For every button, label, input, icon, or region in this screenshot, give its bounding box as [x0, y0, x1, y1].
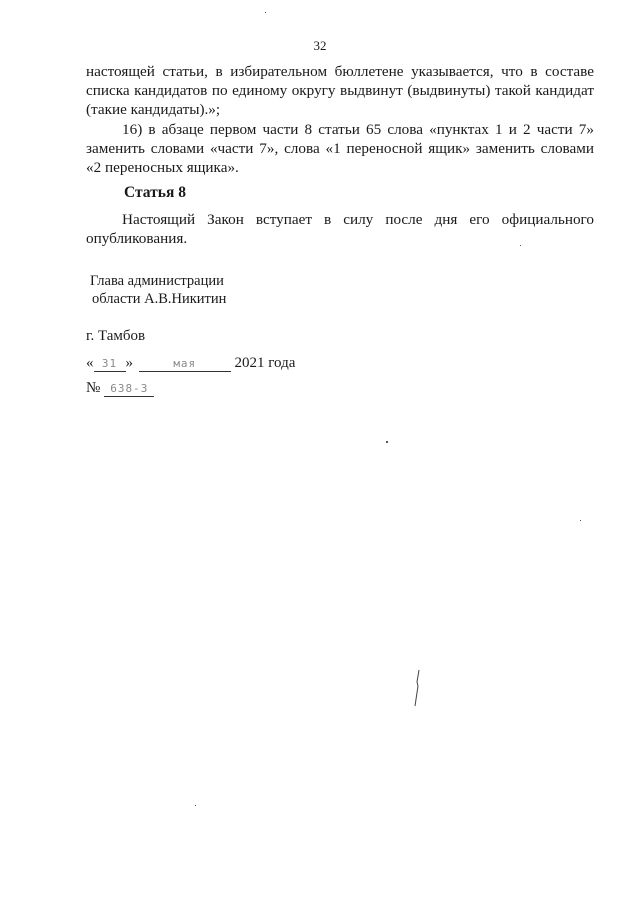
date-open-quote: «: [86, 355, 94, 371]
signature-block: [90, 272, 226, 308]
scan-speck: [580, 520, 581, 521]
date-day: 31: [101, 357, 118, 370]
date-line: [86, 355, 295, 372]
number-value: 638-З: [110, 382, 149, 395]
date-close-quote: »: [125, 355, 133, 371]
number-line: [86, 380, 154, 397]
date-month: мая: [173, 357, 197, 370]
scan-speck: [265, 12, 266, 13]
scan-speck: [386, 441, 388, 443]
pen-mark: [410, 668, 424, 708]
signature-position: Глава администрации: [90, 273, 224, 289]
place-of-signing: г. Тамбов: [86, 328, 146, 344]
date-month-field: [139, 356, 231, 372]
article-text: Настоящий Закон вступает в силу после дня его официального опубликования.: [86, 211, 594, 247]
paragraph-item-16: 16) в абзаце первом части 8 статьи 65 слова «пунктах 1 и 2 части 7» заменить словами «части 7», слова «1 переносной ящик» заменить словами «2 переносных ящика».: [86, 121, 594, 176]
page-number: 32: [313, 38, 327, 53]
scan-speck: [520, 245, 521, 246]
date-year: 2021 года: [234, 355, 296, 371]
article-title: Статья 8: [124, 184, 186, 201]
paragraph-continuation: настоящей статьи, в избирательном бюллетене указывается, что в составе списка кандидатов по единому округу выдвинут (выдвинуты) такой кандидат (такие кандидаты).»;: [86, 63, 594, 118]
number-sign: №: [86, 380, 101, 396]
date-day-field: [94, 356, 126, 372]
scan-speck: [195, 805, 196, 806]
number-field: [104, 381, 154, 397]
signature-name: области А.В.Никитин: [92, 291, 227, 307]
